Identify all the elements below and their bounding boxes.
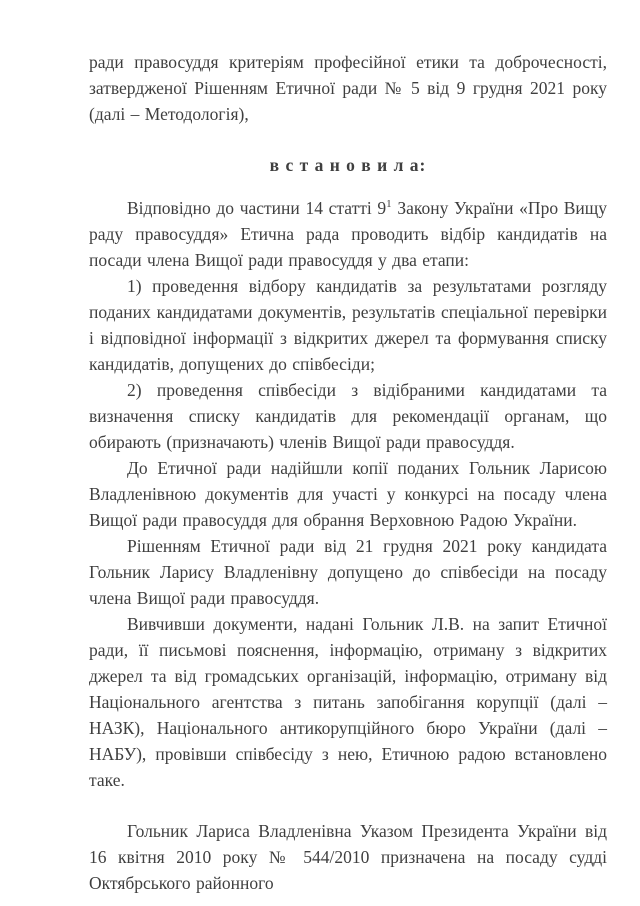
paragraph-continuation: ради правосуддя критеріям професійної етики та доброчесності, затвердженої Рішенням Етичної ради № 5 від 9 грудня 2021 року (далі – Методологія), [89, 52, 607, 124]
paragraph-stage-1: 1) проведення відбору кандидатів за результатами розгляду поданих кандидатами документів, результатів спеціальної перевірки і відповідної інформації з відкритих джерел та формування списку кандидатів, допущених до співбесіди; [89, 276, 607, 374]
paragraph-admission-decision: Рішенням Етичної ради від 21 грудня 2021 року кандидата Гольник Ларису Владленівну допущено до співбесіди на посаду члена Вищої ради правосуддя. [89, 536, 607, 608]
paragraph-stage-2: 2) проведення співбесіди з відібраними кандидатами та визначення списку кандидатів для рекомендації органам, що обирають (призначають) членів Вищої ради правосуддя. [89, 380, 607, 452]
paragraph-documents-received: До Етичної ради надійшли копії поданих Гольник Ларисою Владленівною документів для участі у конкурсі на посаду члена Вищої ради правосуддя для обрання Верховною Радою України. [89, 458, 607, 530]
article-number-superscript: 1 [386, 198, 392, 211]
intro-text-after-superscript: Закону України «Про Вищу раду правосуддя» Етична рада проводить відбір кандидатів на посади члена Вищої ради правосуддя у два етапи: [89, 198, 608, 270]
section-heading-vstanovyla: в с т а н о в и л а: [269, 155, 427, 175]
paragraph-review-sources: Вивчивши документи, надані Гольник Л.В. на запит Етичної ради, її письмові пояснення, інформацію, отриману з відкритих джерел та від громадських організацій, інформацію, отриману від Національного агентства з питань запобігання корупції (далі – НАЗК), Національного антикорупційного бюро України (далі – НАБУ), провівши співбесіду з нею, Етичною радою встановлено таке. [89, 614, 607, 790]
paragraph-intro [89, 195, 607, 273]
paragraph-appointment: Гольник Лариса Владленівна Указом Президента України від 16 квітня 2010 року № 544/2010 призначена на посаду судді Октябрського районного [89, 821, 607, 893]
intro-text-before-superscript: Відповідно до частини 14 статті 9 [127, 198, 387, 218]
